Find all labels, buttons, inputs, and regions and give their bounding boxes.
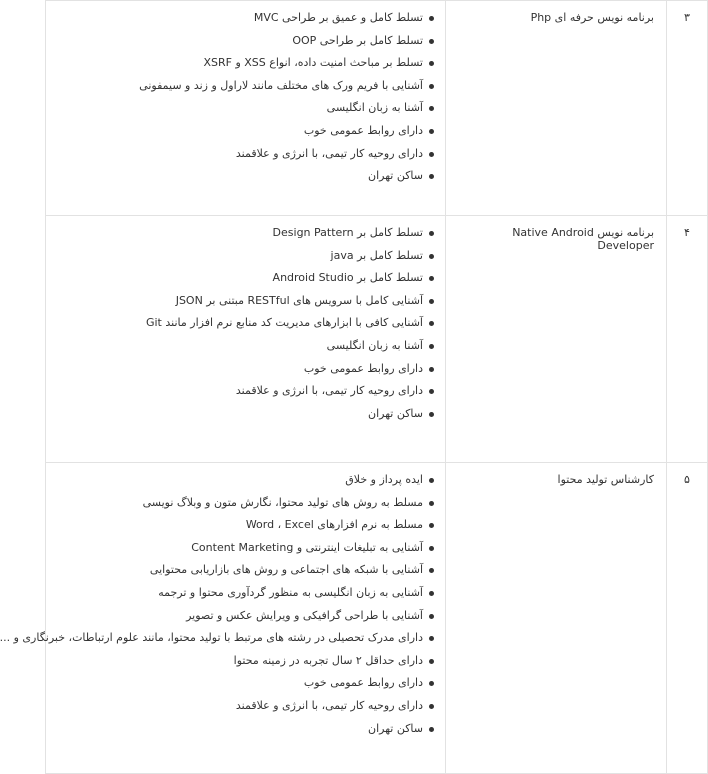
requirement-item: دارای روحیه کار تیمی، با انرژی و علاقمند bbox=[54, 143, 435, 166]
requirement-item: آشنایی با فریم ورک های مختلف مانند لاراول و زند و سیمفونی bbox=[54, 75, 435, 98]
requirement-item: دارای روحیه کار تیمی، با انرژی و علاقمند bbox=[54, 695, 435, 718]
requirement-item: دارای روابط عمومی خوب bbox=[54, 120, 435, 143]
requirement-item: تسلط کامل بر Android Studio bbox=[54, 267, 435, 290]
requirements-list bbox=[54, 222, 435, 425]
requirements-list bbox=[0, 469, 435, 740]
requirement-item: تسلط کامل بر java bbox=[54, 245, 435, 268]
requirement-item: تسلط کامل بر Design Pattern bbox=[54, 222, 435, 245]
job-row bbox=[46, 216, 708, 463]
requirements-cell bbox=[0, 463, 446, 774]
requirement-item: آشنایی کافی با ابزارهای مدیریت کد منابع نرم افزار مانند Git bbox=[54, 312, 435, 335]
requirement-item: مسلط به نرم افزارهای Word ، Excel bbox=[54, 514, 435, 537]
requirement-item: مسلط به روش های تولید محتوا، نگارش متون و وبلاگ نویسی bbox=[54, 492, 435, 515]
requirement-item: آشنایی با طراحی گرافیکی و ویرایش عکس و تصویر bbox=[54, 605, 435, 628]
job-row bbox=[46, 1, 708, 216]
requirement-item: دارای روابط عمومی خوب bbox=[54, 672, 435, 695]
requirement-item: تسلط کامل و عمیق بر طراحی MVC bbox=[54, 7, 435, 30]
requirement-item: دارای مدرک تحصیلی در رشته های مرتبط با تولید محتوا، مانند علوم ارتباطات، خبرنگاری و ... bbox=[54, 627, 435, 650]
job-title: برنامه نویس Native Android Developer bbox=[446, 216, 667, 463]
requirement-item: دارای روابط عمومی خوب bbox=[54, 358, 435, 381]
requirement-item: دارای حداقل ۲ سال تجربه در زمینه محتوا bbox=[54, 650, 435, 673]
job-row bbox=[46, 463, 708, 774]
row-number: ۳ bbox=[667, 1, 708, 216]
requirement-item: ساکن تهران bbox=[54, 403, 435, 426]
requirement-item: آشنایی به زبان انگلیسی به منظور گردآوری محتوا و ترجمه bbox=[54, 582, 435, 605]
requirement-item: تسلط بر مباحث امنیت داده، انواع XSS و XSRF bbox=[54, 52, 435, 75]
job-title: کارشناس تولید محتوا bbox=[446, 463, 667, 774]
requirements-list bbox=[54, 7, 435, 188]
job-title: برنامه نویس حرفه ای Php bbox=[446, 1, 667, 216]
requirement-item: آشنا به زبان انگلیسی bbox=[54, 97, 435, 120]
requirement-item: آشنا به زبان انگلیسی bbox=[54, 335, 435, 358]
requirements-cell bbox=[46, 1, 446, 216]
job-openings-body bbox=[0, 1, 708, 774]
requirement-item: تسلط کامل بر طراحی OOP bbox=[54, 30, 435, 53]
row-number: ۵ bbox=[667, 463, 708, 774]
requirement-item: آشنایی به تبلیغات اینترنتی و Content Marketing bbox=[54, 537, 435, 560]
requirement-item: آشنایی با شبکه های اجتماعی و روش های بازاریابی محتوایی bbox=[54, 559, 435, 582]
requirements-cell bbox=[46, 216, 446, 463]
requirement-item: آشنایی کامل با سرویس های RESTful مبتنی بر JSON bbox=[54, 290, 435, 313]
requirement-item: دارای روحیه کار تیمی، با انرژی و علاقمند bbox=[54, 380, 435, 403]
requirement-item: ایده پرداز و خلاق bbox=[54, 469, 435, 492]
requirement-item: ساکن تهران bbox=[54, 718, 435, 741]
requirement-item: ساکن تهران bbox=[54, 165, 435, 188]
row-number: ۴ bbox=[667, 216, 708, 463]
